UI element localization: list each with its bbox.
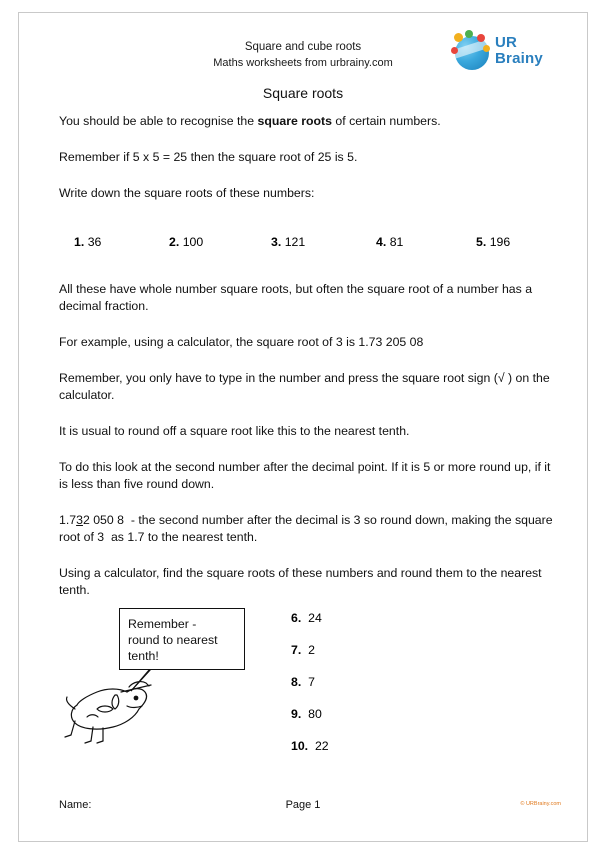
explanation-6-highlight: 3 xyxy=(76,513,83,527)
explanation-paragraph-1: All these have whole number square roots, but often the square root of a number has a decimal fraction. xyxy=(59,282,533,313)
question-2-value: 100 xyxy=(182,235,204,249)
speech-bubble-line3: tenth! xyxy=(128,649,159,663)
speech-bubble xyxy=(119,608,245,670)
question-6-number: 6. xyxy=(291,611,302,625)
copyright-notice: © URBrainy.com xyxy=(520,801,561,807)
question-7-value: 2 xyxy=(308,643,315,657)
intro-bold-phrase: square roots xyxy=(257,114,332,128)
question-7 xyxy=(291,643,315,657)
question-10-number: 10. xyxy=(291,739,309,753)
logo-dot-yellow2-icon xyxy=(483,45,490,52)
question-8-value: 7 xyxy=(308,675,315,689)
explanation-paragraph-4: It is usual to round off a square root like this to the nearest tenth. xyxy=(59,424,410,438)
question-8-number: 8. xyxy=(291,675,302,689)
question-3-number: 3. xyxy=(271,235,282,249)
logo-dot-red2-icon xyxy=(451,47,458,54)
question-1-value: 36 xyxy=(87,235,102,249)
page-footer xyxy=(19,799,587,815)
logo-text-line1: UR xyxy=(495,34,518,51)
intro-text-1b: of certain numbers. xyxy=(331,114,441,128)
question-10-value: 22 xyxy=(314,739,329,753)
question-4-number: 4. xyxy=(376,235,387,249)
header-subject: Square and cube roots xyxy=(244,41,362,53)
intro-paragraph-3: Write down the square roots of these numbers: xyxy=(59,186,315,200)
question-1 xyxy=(74,235,101,249)
speech-bubble-text xyxy=(128,616,240,664)
name-field-label: Name: xyxy=(59,799,92,811)
question-8 xyxy=(291,675,315,689)
question-9 xyxy=(291,707,322,721)
page-number: Page 1 xyxy=(285,799,321,811)
question-10 xyxy=(291,739,329,753)
explanation-6-post: 2 050 8 - the second number after the decimal is 3 so round down, making the square root of 3 as 1.7 to the nearest tenth. xyxy=(59,513,553,544)
question-9-value: 80 xyxy=(308,707,322,721)
explanation-paragraph-7: Using a calculator, find the square roots of these numbers and round them to the nearest tenth. xyxy=(59,566,542,597)
speech-bubble-line2: round to nearest xyxy=(128,633,218,647)
explanation-paragraph-3: Remember, you only have to type in the number and press the square root sign (√ ) on the calculator. xyxy=(59,371,550,402)
page-title: Square roots xyxy=(262,85,344,101)
questions-top-row xyxy=(59,235,559,253)
question-3-value: 121 xyxy=(284,235,306,249)
logo-text xyxy=(495,35,543,66)
logo-dot-yellow-icon xyxy=(454,33,463,42)
urbrainy-logo xyxy=(453,33,565,75)
question-4-value: 81 xyxy=(389,235,404,249)
explanation-paragraph-5: To do this look at the second number after the decimal point. If it is 5 or more round up, if it is less than five round down. xyxy=(59,460,551,491)
speech-bubble-line1: Remember - xyxy=(128,617,197,631)
worksheet-page xyxy=(18,12,588,842)
question-5-number: 5. xyxy=(476,235,487,249)
question-2-number: 2. xyxy=(169,235,180,249)
intro-paragraph-1 xyxy=(59,113,551,130)
intro-section xyxy=(59,113,551,221)
question-6-value: 24 xyxy=(308,611,322,625)
question-2 xyxy=(169,235,203,249)
question-1-number: 1. xyxy=(74,235,85,249)
explanation-section xyxy=(59,281,559,618)
dog-illustration-icon xyxy=(63,675,183,747)
question-5-value: 196 xyxy=(489,235,511,249)
logo-dot-green-icon xyxy=(465,30,473,38)
question-7-number: 7. xyxy=(291,643,302,657)
explanation-6-pre: 1.7 xyxy=(59,513,77,527)
logo-text-line2: Brainy xyxy=(495,50,543,67)
intro-text-1a: You should be able to recognise the xyxy=(59,114,258,128)
question-6 xyxy=(291,611,322,625)
explanation-paragraph-2: For example, using a calculator, the square root of 3 is 1.73 205 08 xyxy=(59,335,424,349)
explanation-paragraph-6 xyxy=(59,512,559,546)
header-source: Maths worksheets from urbrainy.com xyxy=(213,57,393,69)
intro-paragraph-2: Remember if 5 x 5 = 25 then the square root of 25 is 5. xyxy=(59,150,358,164)
question-3 xyxy=(271,235,305,249)
question-9-number: 9. xyxy=(291,707,302,721)
question-5 xyxy=(476,235,510,249)
logo-dot-red-icon xyxy=(477,34,485,42)
question-4 xyxy=(376,235,403,249)
